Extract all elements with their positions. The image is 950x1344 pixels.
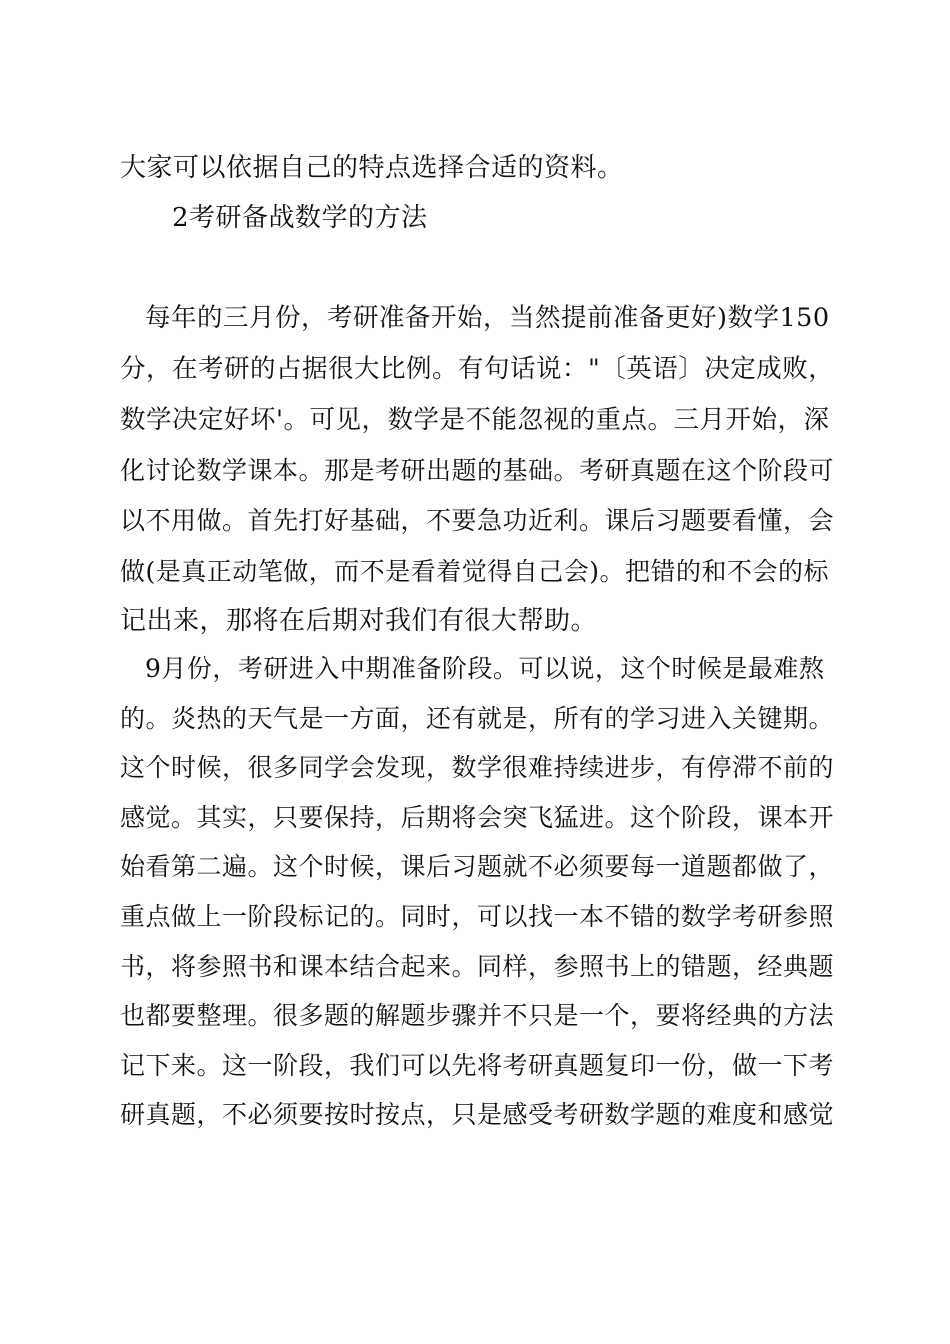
- text-line: 9月份，考研进入中期准备阶段。可以说，这个时候是最难熬: [145, 654, 825, 683]
- text-line: 以不用做。首先打好基础，不要急功近利。课后习题要看懂，会: [120, 506, 834, 535]
- text-line: 也都要整理。很多题的解题步骤并不只是一个，要将经典的方法: [120, 1001, 834, 1030]
- text-line: 分，在考研的占据很大比例。有句话说："〔英语〕决定成败，: [120, 354, 834, 384]
- text-line: 这个时候，很多同学会发现，数学很难持续进步，有停滞不前的: [120, 753, 834, 782]
- text-line: 始看第二遍。这个时候，课后习题就不必须要每一道题都做了，: [120, 852, 834, 881]
- text-line: 重点做上一阶段标记的。同时，可以找一本不错的数学考研参照: [120, 902, 834, 931]
- text-line: 书，将参照书和课本结合起来。同样，参照书上的错题，经典题: [120, 952, 834, 981]
- section-heading: 2考研备战数学的方法: [172, 203, 428, 233]
- text-line: 感觉。其实，只要保持，后期将会突飞猛进。这个阶段，课本开: [120, 803, 834, 832]
- text-line: 大家可以依据自己的特点选择合适的资料。: [120, 153, 624, 183]
- text-line: 记下来。这一阶段，我们可以先将考研真题复印一份，做一下考: [120, 1051, 834, 1080]
- text-line: 记出来，那将在后期对我们有很大帮助。: [120, 606, 598, 636]
- text-line: 做(是真正动笔做，而不是看着觉得自己会)。把错的和不会的标: [120, 557, 830, 586]
- text-line: 数学决定好坏'。可见，数学是不能忽视的重点。三月开始，深: [120, 405, 830, 435]
- text-line: 每年的三月份，考研准备开始，当然提前准备更好)数学150: [145, 303, 830, 333]
- text-line: 研真题，不必须要按时按点，只是感受考研数学题的难度和感觉: [120, 1100, 834, 1129]
- text-line: 的。炎热的天气是一方面，还有就是，所有的学习进入关键期。: [120, 704, 834, 733]
- text-line: 化讨论数学课本。那是考研出题的基础。考研真题在这个阶段可: [120, 456, 834, 485]
